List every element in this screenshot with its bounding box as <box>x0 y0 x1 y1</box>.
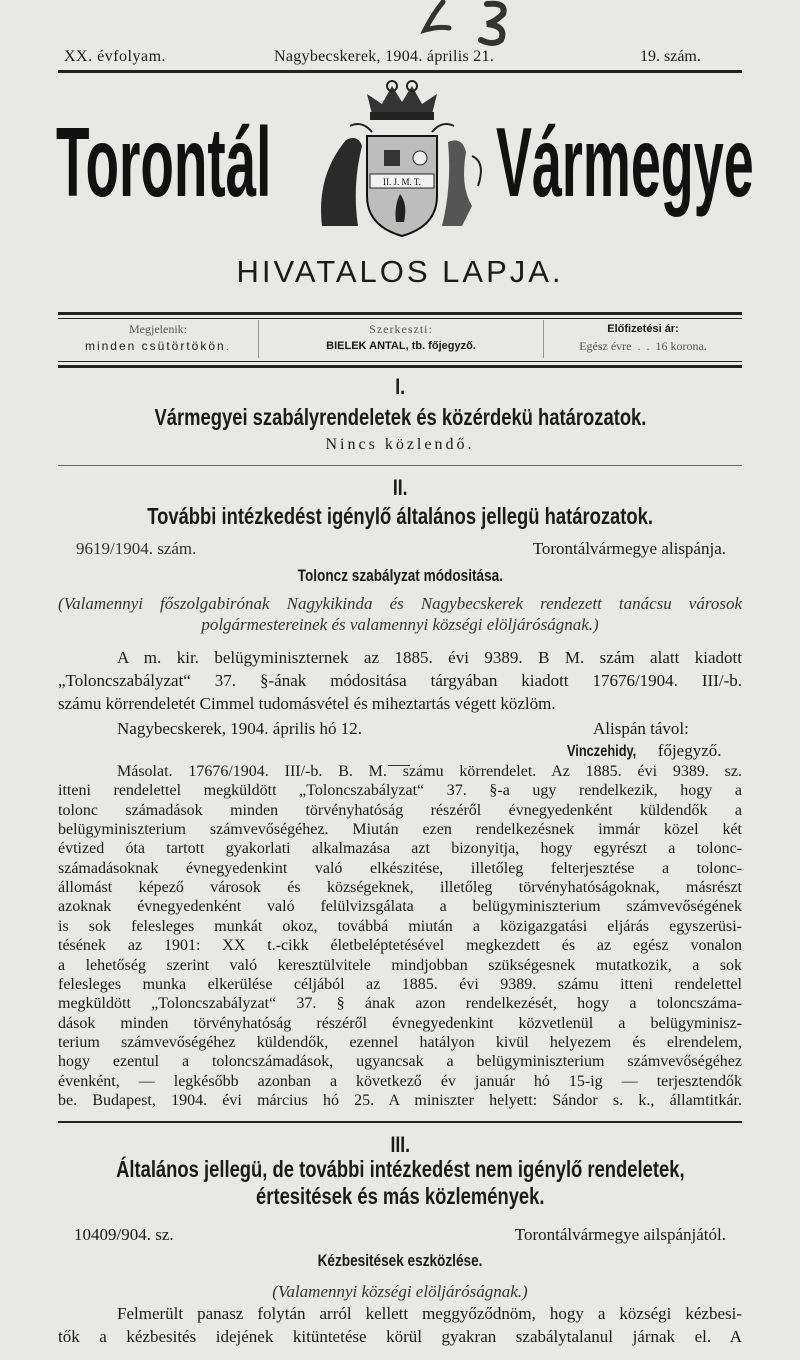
section-3-numeral: III. <box>390 1132 410 1157</box>
copy-line: tolonc számadások minden törvényhatóság részéről évnegyedenként küldendők a <box>58 801 742 819</box>
section-2-heading: További intézkedést igénylő általános jellegü határozatok. <box>147 503 653 529</box>
copy-line: a lehetőség szerint való keresztülvitele mindjobban szükségesnek mutatkozik, a sok <box>58 956 742 974</box>
volume: XX. évfolyam. <box>64 48 167 65</box>
copy-line: be. Budapest, 1904. évi március hó 25. A miniszter helyett: Sándor s. k., államtitkár. <box>58 1092 742 1109</box>
copy-line: belügyminiszterium számvevőségéhez. Miután ezen rendelkezésnek immár közel két <box>58 821 742 839</box>
section-3-heading-line: értesitések és más közlemények. <box>255 1183 545 1209</box>
title-right: Vármegye <box>496 107 754 217</box>
subtitle: HIVATALOS LAPJA. <box>236 254 564 289</box>
section-1-heading: Vármegyei szabályrendeletek és közérdekü határozatok. <box>154 404 646 430</box>
addressees-line: polgármestereinek és valamennyi községi elöljáróságnak.) <box>201 615 599 634</box>
copy-line: is sok felesleges munkát okoz, továbbá miután a közigazgatási eljárás egyszerüsi- <box>58 917 742 935</box>
addressees-line: (Valamennyi községi elöljáróságnak.) <box>272 1282 528 1301</box>
copy-line: hogy ezentul a toloncszámadások, ugyancsak a belügyminiszterium számvevőségéhez <box>58 1053 742 1071</box>
editor-label: Szerkeszti: <box>369 322 433 336</box>
signature: Vinczehidy, főjegyző. <box>567 741 722 760</box>
body-line: Felmerült panasz folytán arról kellett meggyőződnöm, hogy a községi kézbesi- <box>117 1304 742 1323</box>
appears-label: Megjelenik: <box>129 322 187 336</box>
divider <box>58 70 742 73</box>
price-label: Előfizetési ár: <box>607 323 679 335</box>
section-1-numeral: I. <box>395 374 405 399</box>
addressees-line: (Valamennyi főszolgabirónak Nagykikinda és Nagybecskerek rendezett tanácsu városok <box>58 594 742 613</box>
divider <box>58 318 742 319</box>
section-2-numeral: II. <box>392 475 408 500</box>
body-line: számu körrendeletét Cimmel tudomásvétel és miheztartás végett közlöm. <box>58 694 556 713</box>
copy-line: azoknak évnegyedenként való felülvizsgálata a belügyminiszterium számvevőségének <box>58 898 742 916</box>
price-cell <box>544 321 742 359</box>
issuer: Torontálvármegye ailspánjától. <box>514 1225 726 1244</box>
copy-line: terium számvevőségéhez küldendők, ezennel hatályon kivül helyezem és elrendelem, <box>58 1033 742 1051</box>
divider <box>58 465 742 466</box>
copy-line: itteni rendelettel megküldött „Toloncszabályzat“ 37. §-a ugy rendelkezik, hogy a <box>58 782 742 800</box>
editor-cell <box>259 321 543 359</box>
handwritten-mark <box>415 0 525 50</box>
signature-role: Alispán távol: <box>593 719 689 738</box>
copy-line: dások minden törvényhatóság részéről évnegyedenkint közvetlenül a belügyminisz- <box>58 1014 742 1032</box>
editor-value: BIELEK ANTAL, tb. főjegyző. <box>326 340 476 352</box>
divider <box>58 361 742 362</box>
body-line: „Toloncszabályzat“ 37. §-ának módositása tárgyában kiadott 17676/1904. III/-b. <box>58 671 742 690</box>
document-number: 10409/904. sz. <box>74 1225 174 1244</box>
body-line: A m. kir. belügyminiszternek az 1885. évi 9389. B M. szám alatt kiadott <box>117 648 742 667</box>
copy-line: évenként, — legkésőbb azonban a következő év január hó 15-ig — terjesztendők <box>58 1072 742 1090</box>
divider <box>58 1121 742 1123</box>
svg-text:II. J. M. T.: II. J. M. T. <box>383 177 421 187</box>
document-title: Kézbesitések eszközlése. <box>317 1251 483 1270</box>
price-value: Egész évre . . 16 korona. <box>579 339 707 353</box>
document-title: Toloncz szabályzat módositása. <box>297 566 503 585</box>
divider <box>58 312 742 315</box>
copy-line: megküldött „Toloncszabályzat“ 37. § ának azon rendelkezését, hogy a toloncszáma- <box>58 995 742 1013</box>
title-left: Torontál <box>56 107 272 217</box>
section-1-note: Nincs közlendő. <box>325 436 475 453</box>
appears-cell <box>58 321 258 359</box>
copy-line: állomást képező városok és községeknek, illetőleg törvényhatóságoknak, másrészt <box>58 879 742 897</box>
copy-line: számadásoknak évnegyedenkint való elkészitése, illetőleg felterjesztése a tolonc- <box>58 859 742 877</box>
coat-of-arms-logo <box>312 76 492 248</box>
body-line: tők a kézbesités idejének kitüntetése körül gyakran szabálytalanul járnak el. A <box>58 1327 742 1346</box>
copy-line: tésének az 1901: XX t.-cikk életbeléptetésével megkezdett és az egész vonalon <box>58 937 742 955</box>
issue-number: 19. szám. <box>640 48 701 65</box>
issuer: Torontálvármegye alispánja. <box>532 539 726 558</box>
section-3-heading-line: Általános jellegü, de további intézkedést nem igénylő rendeletek, <box>115 1156 685 1182</box>
place-date-line: Nagybecskerek, 1904. április hó 12. <box>117 719 363 738</box>
appears-value: minden csütörtökön. <box>84 339 232 353</box>
copy-line: felesleges munka elkerülése céljából az 1885. évi 9389. számu itteni rendelettel <box>58 975 742 993</box>
document-number: 9619/1904. szám. <box>76 539 197 558</box>
divider <box>58 365 742 368</box>
place-date: Nagybecskerek, 1904. április 21. <box>274 48 495 65</box>
copy-line: Másolat. 17676/1904. III/-b. B. M. számu körrendelet. Az 1885. évi 9389. sz. <box>117 763 742 780</box>
copy-line: évtized óta tartott gyakorlati alkalmazása azt bizonyitja, hogy egyrészt a tolonc- <box>58 840 742 858</box>
